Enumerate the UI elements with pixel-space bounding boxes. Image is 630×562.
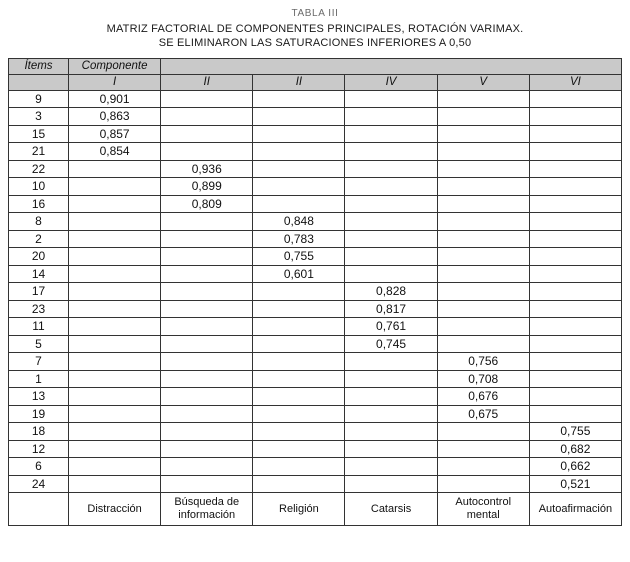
table-row	[9, 248, 622, 266]
item-cell: 13	[9, 388, 69, 406]
value-cell: 0,899	[161, 178, 253, 196]
value-cell	[253, 370, 345, 388]
item-cell: 23	[9, 300, 69, 318]
value-cell	[345, 213, 437, 231]
value-cell	[161, 458, 253, 476]
value-cell	[437, 178, 529, 196]
value-cell	[253, 90, 345, 108]
value-cell	[69, 248, 161, 266]
value-cell	[253, 143, 345, 161]
value-cell: 0,936	[161, 160, 253, 178]
value-cell	[345, 370, 437, 388]
value-cell: 0,901	[69, 90, 161, 108]
value-cell	[69, 335, 161, 353]
value-cell	[437, 248, 529, 266]
value-cell	[529, 90, 621, 108]
factor-name-cell-4: Catarsis	[345, 493, 437, 526]
table-caption-line1: MATRIZ FACTORIAL DE COMPONENTES PRINCIPALES, ROTACIÓN VARIMAX.	[106, 23, 524, 35]
value-cell	[345, 248, 437, 266]
value-cell	[69, 265, 161, 283]
value-cell	[437, 475, 529, 493]
value-cell	[69, 423, 161, 441]
value-cell	[253, 458, 345, 476]
value-cell: 0,676	[437, 388, 529, 406]
value-cell	[69, 178, 161, 196]
value-cell: 0,745	[345, 335, 437, 353]
item-cell: 5	[9, 335, 69, 353]
value-cell	[69, 388, 161, 406]
factor-name-cell-5: Autocontrol mental	[437, 493, 529, 526]
value-cell	[345, 265, 437, 283]
value-cell	[69, 458, 161, 476]
items-header: Ítems	[9, 58, 69, 74]
value-cell: 0,857	[69, 125, 161, 143]
factor-table	[8, 58, 622, 527]
table-caption-line2: SE ELIMINARON LAS SATURACIONES INFERIORES A 0,50	[158, 37, 472, 50]
table-row	[9, 370, 622, 388]
table-row	[9, 423, 622, 441]
value-cell	[437, 318, 529, 336]
value-cell	[437, 335, 529, 353]
value-cell	[529, 125, 621, 143]
item-cell: 18	[9, 423, 69, 441]
value-cell	[161, 108, 253, 126]
table-row	[9, 213, 622, 231]
factor-header-6: VI	[529, 74, 621, 90]
value-cell	[69, 318, 161, 336]
item-cell: 17	[9, 283, 69, 301]
value-cell	[161, 335, 253, 353]
value-cell	[437, 213, 529, 231]
factor-name-cell-6: Autoafirmación	[529, 493, 621, 526]
item-cell: 2	[9, 230, 69, 248]
value-cell	[529, 353, 621, 371]
value-cell	[437, 458, 529, 476]
value-cell	[529, 178, 621, 196]
item-cell: 8	[9, 213, 69, 231]
value-cell: 0,863	[69, 108, 161, 126]
value-cell	[529, 265, 621, 283]
factor-name-row	[9, 493, 622, 526]
value-cell	[437, 230, 529, 248]
table-row	[9, 230, 622, 248]
value-cell	[161, 388, 253, 406]
value-cell	[253, 388, 345, 406]
factor-name-cell-3: Religión	[253, 493, 345, 526]
table-row	[9, 458, 622, 476]
factor-header-4: IV	[345, 74, 437, 90]
value-cell	[345, 108, 437, 126]
table-label: TABLA III	[291, 8, 339, 19]
value-cell	[437, 108, 529, 126]
value-cell	[437, 440, 529, 458]
value-cell	[253, 108, 345, 126]
value-cell: 0,783	[253, 230, 345, 248]
title-block	[8, 8, 622, 51]
table-row	[9, 475, 622, 493]
value-cell	[529, 388, 621, 406]
table-row	[9, 388, 622, 406]
value-cell	[253, 160, 345, 178]
value-cell	[529, 143, 621, 161]
value-cell	[253, 300, 345, 318]
value-cell	[69, 353, 161, 371]
value-cell	[345, 195, 437, 213]
value-cell	[529, 248, 621, 266]
value-cell	[345, 125, 437, 143]
value-cell	[345, 458, 437, 476]
table-row	[9, 90, 622, 108]
value-cell	[161, 440, 253, 458]
value-cell	[345, 388, 437, 406]
value-cell	[437, 300, 529, 318]
table-row	[9, 405, 622, 423]
table-row	[9, 178, 622, 196]
value-cell	[69, 300, 161, 318]
value-cell	[345, 405, 437, 423]
value-cell	[161, 353, 253, 371]
value-cell	[529, 300, 621, 318]
value-cell	[161, 248, 253, 266]
value-cell	[69, 475, 161, 493]
value-cell	[253, 353, 345, 371]
table-row	[9, 195, 622, 213]
value-cell	[161, 230, 253, 248]
value-cell: 0,756	[437, 353, 529, 371]
value-cell	[253, 283, 345, 301]
table-body	[9, 90, 622, 493]
item-cell: 24	[9, 475, 69, 493]
items-header-spacer	[9, 74, 69, 90]
item-cell: 10	[9, 178, 69, 196]
table-row	[9, 143, 622, 161]
value-cell	[161, 405, 253, 423]
value-cell	[253, 195, 345, 213]
value-cell	[529, 195, 621, 213]
value-cell	[161, 125, 253, 143]
value-cell	[253, 423, 345, 441]
value-cell	[345, 353, 437, 371]
value-cell: 0,521	[529, 475, 621, 493]
factor-header-1: I	[69, 74, 161, 90]
header-row-factors	[9, 74, 622, 90]
table-row	[9, 283, 622, 301]
value-cell	[161, 265, 253, 283]
value-cell	[345, 475, 437, 493]
value-cell	[161, 475, 253, 493]
value-cell	[161, 370, 253, 388]
value-cell	[437, 265, 529, 283]
item-cell: 20	[9, 248, 69, 266]
value-cell	[253, 178, 345, 196]
value-cell	[69, 440, 161, 458]
item-cell: 14	[9, 265, 69, 283]
value-cell	[345, 160, 437, 178]
item-cell: 9	[9, 90, 69, 108]
value-cell: 0,809	[161, 195, 253, 213]
value-cell	[529, 108, 621, 126]
value-cell	[529, 318, 621, 336]
table-row	[9, 318, 622, 336]
value-cell: 0,708	[437, 370, 529, 388]
value-cell	[253, 440, 345, 458]
item-cell: 19	[9, 405, 69, 423]
value-cell	[437, 195, 529, 213]
factor-header-5: V	[437, 74, 529, 90]
factor-header-2: II	[161, 74, 253, 90]
value-cell	[161, 318, 253, 336]
item-cell: 22	[9, 160, 69, 178]
item-cell: 21	[9, 143, 69, 161]
value-cell	[345, 423, 437, 441]
table-row	[9, 440, 622, 458]
value-cell	[69, 230, 161, 248]
componente-header: Componente	[69, 58, 161, 74]
value-cell	[253, 475, 345, 493]
item-cell: 12	[9, 440, 69, 458]
value-cell	[529, 283, 621, 301]
item-cell: 16	[9, 195, 69, 213]
value-cell	[437, 143, 529, 161]
value-cell	[345, 90, 437, 108]
value-cell	[529, 405, 621, 423]
value-cell	[437, 160, 529, 178]
header-spacer-cell	[161, 58, 622, 74]
footer-spacer-cell	[9, 493, 69, 526]
value-cell: 0,828	[345, 283, 437, 301]
value-cell	[345, 178, 437, 196]
value-cell	[161, 283, 253, 301]
value-cell	[345, 230, 437, 248]
value-cell: 0,854	[69, 143, 161, 161]
value-cell: 0,761	[345, 318, 437, 336]
value-cell: 0,601	[253, 265, 345, 283]
value-cell	[529, 213, 621, 231]
value-cell	[69, 283, 161, 301]
factor-name-cell-1: Distracción	[69, 493, 161, 526]
item-cell: 15	[9, 125, 69, 143]
table-row	[9, 300, 622, 318]
table-row	[9, 108, 622, 126]
factor-header-3: II	[253, 74, 345, 90]
value-cell	[437, 283, 529, 301]
value-cell	[529, 335, 621, 353]
value-cell	[161, 90, 253, 108]
value-cell	[253, 335, 345, 353]
table-row	[9, 353, 622, 371]
value-cell: 0,817	[345, 300, 437, 318]
value-cell: 0,662	[529, 458, 621, 476]
value-cell	[345, 440, 437, 458]
item-cell: 3	[9, 108, 69, 126]
factor-name-cell-2: Búsqueda de información	[161, 493, 253, 526]
value-cell	[437, 125, 529, 143]
item-cell: 7	[9, 353, 69, 371]
value-cell: 0,682	[529, 440, 621, 458]
item-cell: 1	[9, 370, 69, 388]
table-row	[9, 335, 622, 353]
value-cell	[69, 195, 161, 213]
item-cell: 6	[9, 458, 69, 476]
value-cell	[161, 213, 253, 231]
value-cell	[253, 318, 345, 336]
value-cell	[437, 423, 529, 441]
table-row	[9, 265, 622, 283]
value-cell	[345, 143, 437, 161]
header-row-top	[9, 58, 622, 74]
value-cell	[529, 230, 621, 248]
value-cell	[161, 143, 253, 161]
value-cell	[529, 160, 621, 178]
value-cell	[253, 125, 345, 143]
value-cell	[69, 160, 161, 178]
value-cell: 0,848	[253, 213, 345, 231]
value-cell	[161, 300, 253, 318]
value-cell	[437, 90, 529, 108]
value-cell	[161, 423, 253, 441]
value-cell	[69, 213, 161, 231]
table-row	[9, 125, 622, 143]
value-cell: 0,755	[529, 423, 621, 441]
table-row	[9, 160, 622, 178]
value-cell	[529, 370, 621, 388]
value-cell	[253, 405, 345, 423]
value-cell	[69, 370, 161, 388]
value-cell: 0,755	[253, 248, 345, 266]
value-cell: 0,675	[437, 405, 529, 423]
item-cell: 11	[9, 318, 69, 336]
value-cell	[69, 405, 161, 423]
